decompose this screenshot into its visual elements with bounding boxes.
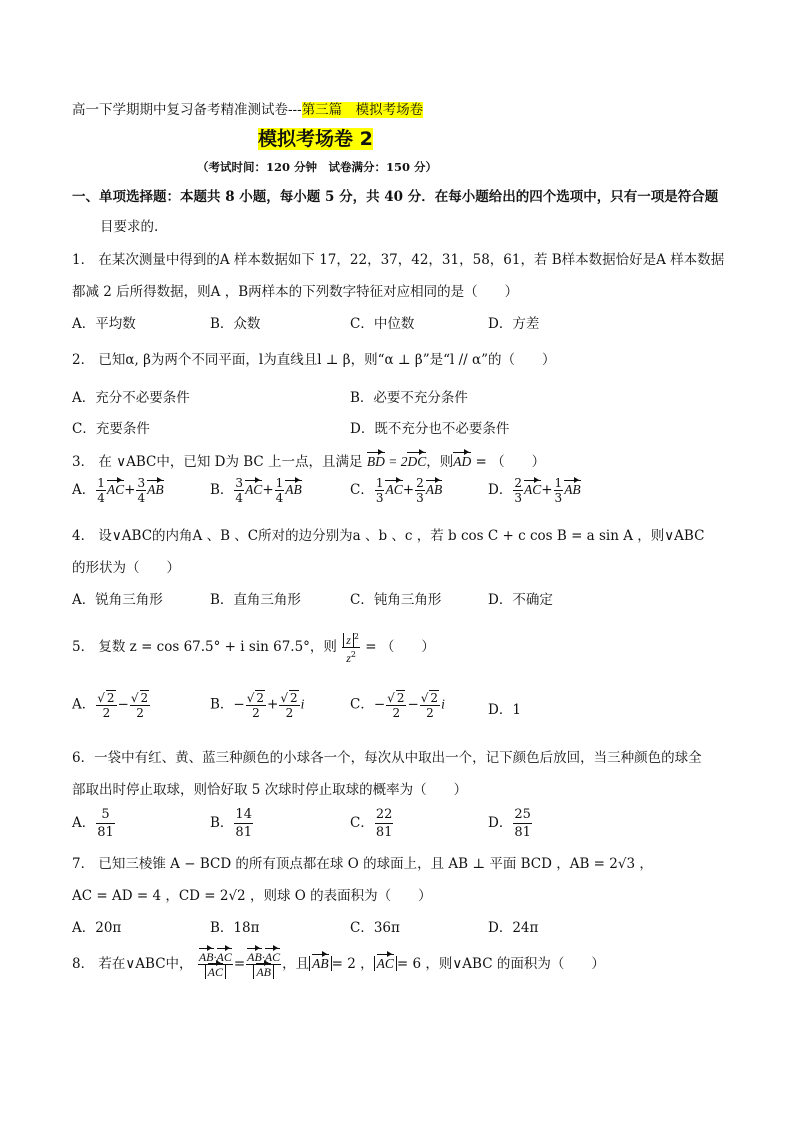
vector-bd-eq: BD = 2DC	[366, 454, 427, 469]
q5-stem-tail: = （ ）	[365, 639, 435, 655]
denominator: 81	[97, 825, 114, 840]
triangle-symbol: ∨	[664, 528, 675, 544]
q2-option-b: B．必要不充分条件	[350, 390, 468, 406]
q8-stem-a: 8． 若在	[72, 956, 126, 972]
section-heading: 一、单项选择题：本题共 8 小题，每小题 5 分，共 40 分．在每小题给出的四个选项中，只有一项是符合题	[72, 189, 719, 205]
q5-option-b: B．− $\frac{√ 2}{2}$ + $\frac{√ 2}{2}$ i	[210, 691, 305, 720]
q3-label-d: D．	[488, 482, 513, 498]
series-title	[72, 98, 423, 118]
fraction	[234, 476, 244, 505]
q1-option-b: B．众数	[210, 316, 261, 332]
denominator: 3	[554, 491, 563, 505]
vector-ad: AD	[453, 454, 472, 469]
q3-option-d: D． $\frac{2}{3}$ AC+ $\frac{1}{3}$ AB	[488, 476, 581, 505]
denominator: 3	[375, 491, 384, 505]
numerator: 25	[514, 807, 531, 822]
q2-option-c: C．充要条件	[72, 421, 150, 437]
q7-line1: 7． 已知三棱锥 A − BCD 的所有顶点都在球 O 的球面上，且 AB ⊥ 平面 BCD ，AB = 2√3 ，	[72, 856, 653, 872]
denominator: 4	[137, 491, 146, 505]
denominator: 3	[416, 491, 424, 505]
modulus-ac: AC	[374, 956, 397, 971]
q3-stem-b: ABC中，已知 D为 BC 上一点，且满足	[126, 454, 363, 470]
q1-line2: 都减 2 后所得数据，则A ，B两样本的下列数字特征对应相同的是（ ）	[72, 284, 519, 300]
numerator: 1	[554, 476, 563, 490]
q1-option-c: C．中位数	[350, 316, 415, 332]
q6-option-c	[350, 806, 394, 841]
q6-option-b	[210, 806, 254, 841]
triangle-symbol: ∨	[452, 956, 463, 972]
q4-option-c: C．钝角三角形	[350, 592, 442, 608]
q5-stem-text: 5． 复数 z = cos 67.5° + i sin 67.5°，则	[72, 639, 337, 655]
q3-label-c: C．	[350, 482, 374, 498]
denominator: 81	[514, 825, 531, 840]
q3-option-c: C． $\frac{1}{3}$ AC+ $\frac{2}{3}$ AB	[350, 476, 443, 505]
q3-option-b: B． $\frac{3}{4}$ AC+ $\frac{1}{4}$ AB	[210, 476, 302, 505]
q8-stem-f: ABC 的面积为（ ）	[462, 956, 605, 972]
q6-label-c: C．	[350, 815, 374, 831]
q8-stem-e: = 6 ，则	[396, 956, 453, 972]
q2-line1: 2． 已知α, β为两个不同平面，l为直线且l ⊥ β，则“α ⊥ β”是“l // α”的（ ）	[72, 352, 556, 368]
numerator: 1	[275, 476, 284, 490]
triangle-symbol: ∨	[125, 956, 136, 972]
q5-stem	[72, 630, 435, 665]
denominator: 81	[235, 825, 252, 840]
numerator: 1	[97, 476, 105, 490]
numerator: 22	[375, 807, 393, 822]
q5-label-b: B．	[210, 696, 234, 713]
q6-line1: 6．一袋中有红、黄、蓝三种颜色的小球各一个，每次从中取出一个，记下颜色后放回，当三种颜色的球全	[72, 750, 702, 766]
q3-label-a: A．	[72, 482, 96, 498]
q6-label-b: B．	[210, 815, 234, 831]
modulus-fraction: $\frac{z ^2}{z^2}$	[342, 630, 360, 665]
fraction	[415, 476, 425, 505]
q5-label-a: A．	[72, 696, 96, 713]
q8-stem: 8． 若在∨ABC中， $\frac{AB\cdot AC}{AC}$ = $\frac{AB\cdot AC}{AB}$ ，且 AB = 2 ， AC = 6 ，则∨ABC 的面积为（ ）	[72, 950, 605, 979]
paper-title-text: 模拟考场卷 2	[258, 128, 373, 150]
q3-label-b: B．	[210, 482, 234, 498]
q8-stem-c: ，且	[282, 956, 310, 972]
q6-option-d	[488, 806, 533, 841]
denominator: 4	[275, 491, 284, 505]
q4-line2: 的形状为（ ）	[72, 560, 180, 576]
q3-stem-c: ，则	[426, 454, 454, 470]
numerator: 5	[96, 806, 115, 824]
vector-fraction-right: $\frac{AB\cdot AC}{AB}$	[247, 950, 281, 979]
q8-stem-b: ABC中，	[135, 956, 193, 972]
q6-label-d: D．	[488, 815, 513, 831]
q2-option-a: A．充分不必要条件	[72, 390, 190, 406]
q5-option-c: C．− $\frac{√ 2}{2}$ − $\frac{√ 2}{2}$ i	[350, 691, 445, 720]
q4-line1-b: ABC的内角A 、B 、C所对的边分别为a 、b 、c ，若 b cos C + c cos B = a sin A ，则	[121, 528, 665, 544]
q6-option-a	[72, 806, 116, 841]
fraction	[96, 476, 106, 505]
q4-line1-c: ABC	[674, 528, 705, 544]
vector-fraction-left: $\frac{AB\cdot AC}{AC}$	[198, 950, 232, 979]
triangle-symbol: ∨	[111, 528, 122, 544]
paper-subtitle: （考试时间：120 分钟 试卷满分：150 分）	[197, 160, 438, 174]
numerator: 1	[375, 476, 384, 490]
denominator: 4	[235, 491, 244, 505]
numerator: 3	[235, 476, 244, 490]
q4-option-d: D．不确定	[488, 592, 553, 608]
denominator: 3	[514, 491, 522, 505]
q7-option-c: C．36π	[350, 920, 400, 936]
q7-option-d: D．24π	[488, 920, 539, 936]
q6-line2: 部取出时停止取球，则恰好取 5 次球时停止取球的概率为（ ）	[72, 782, 468, 798]
section-heading-cont: 目要求的.	[100, 219, 159, 235]
modulus-ab: AB	[309, 956, 332, 971]
denominator: 81	[375, 825, 393, 840]
q1-option-a: A．平均数	[72, 316, 136, 332]
q1-line1: 1． 在某次测量中得到的A 样本数据如下 17，22，37，42，31，58，61，若 B样本数据恰好是A 样本数据	[72, 252, 725, 268]
q2-option-d: D．既不充分也不必要条件	[350, 421, 510, 437]
numerator: 2	[416, 476, 424, 490]
fraction	[136, 476, 146, 505]
fraction	[275, 476, 285, 505]
q8-stem-d: = 2 ，	[331, 956, 374, 972]
q1-option-d: D．方差	[488, 316, 540, 332]
q6-label-a: A．	[72, 815, 96, 831]
paper-title	[258, 124, 373, 151]
triangle-symbol: ∨	[116, 454, 127, 470]
fraction	[554, 476, 564, 505]
q4-option-a: A．锐角三角形	[72, 592, 163, 608]
q4-line1	[72, 524, 704, 544]
denominator: 4	[97, 491, 105, 505]
q7-option-b: B．18π	[210, 920, 260, 936]
q4-line1-a: 4． 设	[72, 528, 112, 544]
q3-stem-d: = （ ）	[475, 454, 546, 470]
q5-label-c: C．	[350, 696, 374, 713]
q7-option-a: A．20π	[72, 920, 122, 936]
numerator: 3	[137, 476, 146, 490]
numerator: 2	[514, 476, 522, 490]
q5-option-d: D．1	[488, 702, 521, 718]
fraction	[513, 476, 523, 505]
q4-option-b: B．直角三角形	[210, 592, 301, 608]
q3-option-a: A． $\frac{1}{4}$ AC+ $\frac{3}{4}$ AB	[72, 476, 164, 505]
q3-stem	[72, 450, 545, 470]
fraction	[375, 476, 385, 505]
q3-stem-a: 3． 在	[72, 454, 112, 470]
series-title-plain: 高一下学期期中复习备考精准测试卷---	[72, 102, 302, 118]
q5-option-a: A． $\frac{√ 2}{2}$ − $\frac{√ 2}{2}$	[72, 691, 149, 720]
q7-line2: AC = AD = 4 ，CD = 2√2 ，则球 O 的表面积为（ ）	[72, 888, 432, 904]
numerator: 14	[235, 807, 252, 822]
series-title-highlight: 第三篇 模拟考场卷	[301, 102, 424, 118]
